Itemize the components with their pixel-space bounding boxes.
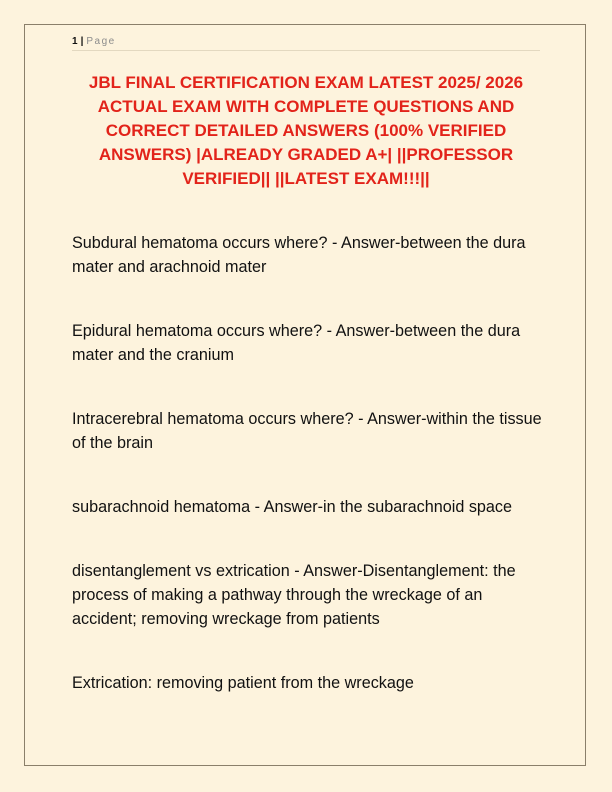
document-title: JBL FINAL CERTIFICATION EXAM LATEST 2025/ 2026 ACTUAL EXAM WITH COMPLETE QUESTIONS AND CORRECT DETAILED ANSWERS (100% VERIFIED ANSWERS) |ALREADY GRADED A+| ||PROFESSOR VERIFIED|| ||LATEST EXAM!!!|| <box>88 73 524 188</box>
qa-item: Extrication: removing patient from the wreckage <box>72 674 414 692</box>
page-label: Page <box>86 36 116 47</box>
qa-item: Subdural hematoma occurs where? - Answer-between the dura mater and arachnoid mater <box>72 234 526 276</box>
page-number: 1 <box>72 36 78 47</box>
page-separator: | <box>80 36 84 47</box>
qa-list <box>72 231 547 735</box>
qa-item: Intracerebral hematoma occurs where? - Answer-within the tissue of the brain <box>72 410 542 452</box>
page-header <box>72 36 540 51</box>
qa-item: Epidural hematoma occurs where? - Answer-between the dura mater and the cranium <box>72 322 521 364</box>
qa-item: subarachnoid hematoma - Answer-in the subarachnoid space <box>72 498 513 516</box>
qa-item: disentanglement vs extrication - Answer-Disentanglement: the process of making a pathway through the wreckage of an accident; removing wreckage from patients <box>72 562 516 628</box>
